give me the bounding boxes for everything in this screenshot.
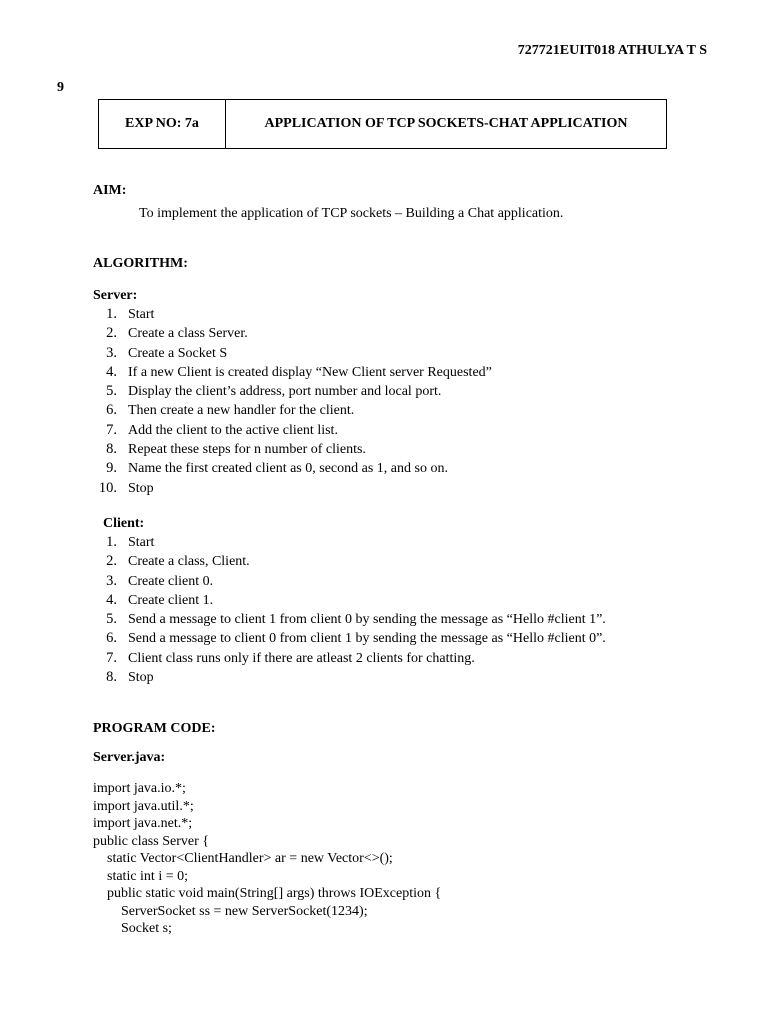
step-number: 6. bbox=[106, 630, 117, 647]
step-text: If a new Client is created display “New Client server Requested” bbox=[128, 364, 492, 380]
step-item bbox=[93, 459, 492, 478]
code-line: Socket s; bbox=[93, 921, 172, 936]
step-number: 8. bbox=[106, 441, 117, 458]
aim-text: To implement the application of TCP sockets – Building a Chat application. bbox=[139, 206, 564, 221]
code-line: static Vector<ClientHandler> ar = new Vector<>(); bbox=[93, 851, 393, 866]
code-line: import java.util.*; bbox=[93, 798, 194, 814]
step-number: 4. bbox=[106, 363, 117, 380]
step-text: Send a message to client 1 from client 0 by sending the message as “Hello #client 1”. bbox=[128, 612, 606, 628]
code-line: ServerSocket ss = new ServerSocket(1234); bbox=[93, 903, 368, 919]
step-number: 4. bbox=[106, 591, 117, 608]
step-text: Start bbox=[128, 535, 155, 550]
step-text: Create a Socket S bbox=[128, 345, 228, 361]
step-text: Then create a new handler for the client. bbox=[128, 403, 355, 419]
exp-number: EXP NO: 7a bbox=[99, 100, 226, 149]
algorithm-heading: ALGORITHM: bbox=[93, 256, 188, 271]
server-heading: Server: bbox=[93, 288, 138, 303]
step-number: 2. bbox=[106, 325, 117, 342]
step-item bbox=[93, 324, 492, 343]
step-item bbox=[93, 305, 492, 324]
step-item bbox=[93, 363, 492, 382]
step-item bbox=[93, 344, 492, 363]
code-line: public static void main(String[] args) throws IOException { bbox=[93, 886, 442, 901]
step-text: Stop bbox=[128, 670, 154, 686]
step-number: 7. bbox=[106, 421, 117, 438]
step-number: 9. bbox=[106, 460, 117, 477]
code-line: static int i = 0; bbox=[93, 868, 188, 884]
program-code-heading: PROGRAM CODE: bbox=[93, 721, 216, 736]
step-item bbox=[93, 591, 606, 610]
step-number: 10. bbox=[98, 479, 117, 496]
step-item bbox=[93, 533, 606, 552]
aim-heading: AIM: bbox=[93, 183, 127, 198]
step-item bbox=[93, 401, 492, 420]
step-item bbox=[93, 440, 492, 459]
client-heading: Client: bbox=[103, 516, 145, 531]
step-number: 1. bbox=[106, 306, 117, 322]
server-steps-list bbox=[93, 305, 492, 498]
step-item bbox=[93, 629, 606, 648]
step-item bbox=[93, 552, 606, 571]
step-text: Display the client’s address, port number and local port. bbox=[128, 384, 442, 400]
step-item bbox=[93, 572, 606, 591]
step-text: Start bbox=[128, 307, 155, 322]
step-number: 5. bbox=[106, 383, 117, 400]
code-block bbox=[93, 780, 441, 938]
step-item bbox=[93, 649, 606, 668]
step-text: Stop bbox=[128, 480, 154, 496]
step-number: 1. bbox=[106, 534, 117, 550]
code-line: public class Server { bbox=[93, 833, 209, 849]
step-number: 3. bbox=[106, 344, 117, 361]
client-steps-list bbox=[93, 533, 606, 687]
step-text: Name the first created client as 0, second as 1, and so on. bbox=[128, 461, 448, 477]
step-item bbox=[93, 610, 606, 629]
step-text: Create client 0. bbox=[128, 573, 214, 589]
header-id-name: 727721EUIT018 ATHULYA T S bbox=[517, 43, 707, 58]
step-text: Client class runs only if there are atleast 2 clients for chatting. bbox=[128, 650, 475, 666]
step-number: 7. bbox=[106, 649, 117, 666]
step-text: Repeat these steps for n number of clients. bbox=[128, 442, 366, 458]
exp-title: APPLICATION OF TCP SOCKETS-CHAT APPLICATION bbox=[226, 100, 667, 149]
step-item bbox=[93, 668, 606, 687]
step-number: 6. bbox=[106, 402, 117, 419]
step-item bbox=[93, 382, 492, 401]
experiment-header-table bbox=[98, 99, 667, 149]
step-number: 8. bbox=[106, 669, 117, 686]
step-text: Create a class, Client. bbox=[128, 554, 250, 570]
step-item bbox=[93, 421, 492, 440]
step-text: Create client 1. bbox=[128, 592, 214, 608]
step-text: Add the client to the active client list. bbox=[128, 422, 338, 438]
step-number: 2. bbox=[106, 553, 117, 570]
page-number: 9 bbox=[57, 80, 64, 95]
server-java-heading: Server.java: bbox=[93, 750, 166, 765]
step-text: Create a class Server. bbox=[128, 326, 248, 342]
step-item bbox=[93, 479, 492, 498]
code-line: import java.io.*; bbox=[93, 781, 186, 796]
step-number: 5. bbox=[106, 611, 117, 628]
code-line: import java.net.*; bbox=[93, 816, 193, 831]
step-text: Send a message to client 0 from client 1 by sending the message as “Hello #client 0”. bbox=[128, 631, 606, 647]
step-number: 3. bbox=[106, 572, 117, 589]
